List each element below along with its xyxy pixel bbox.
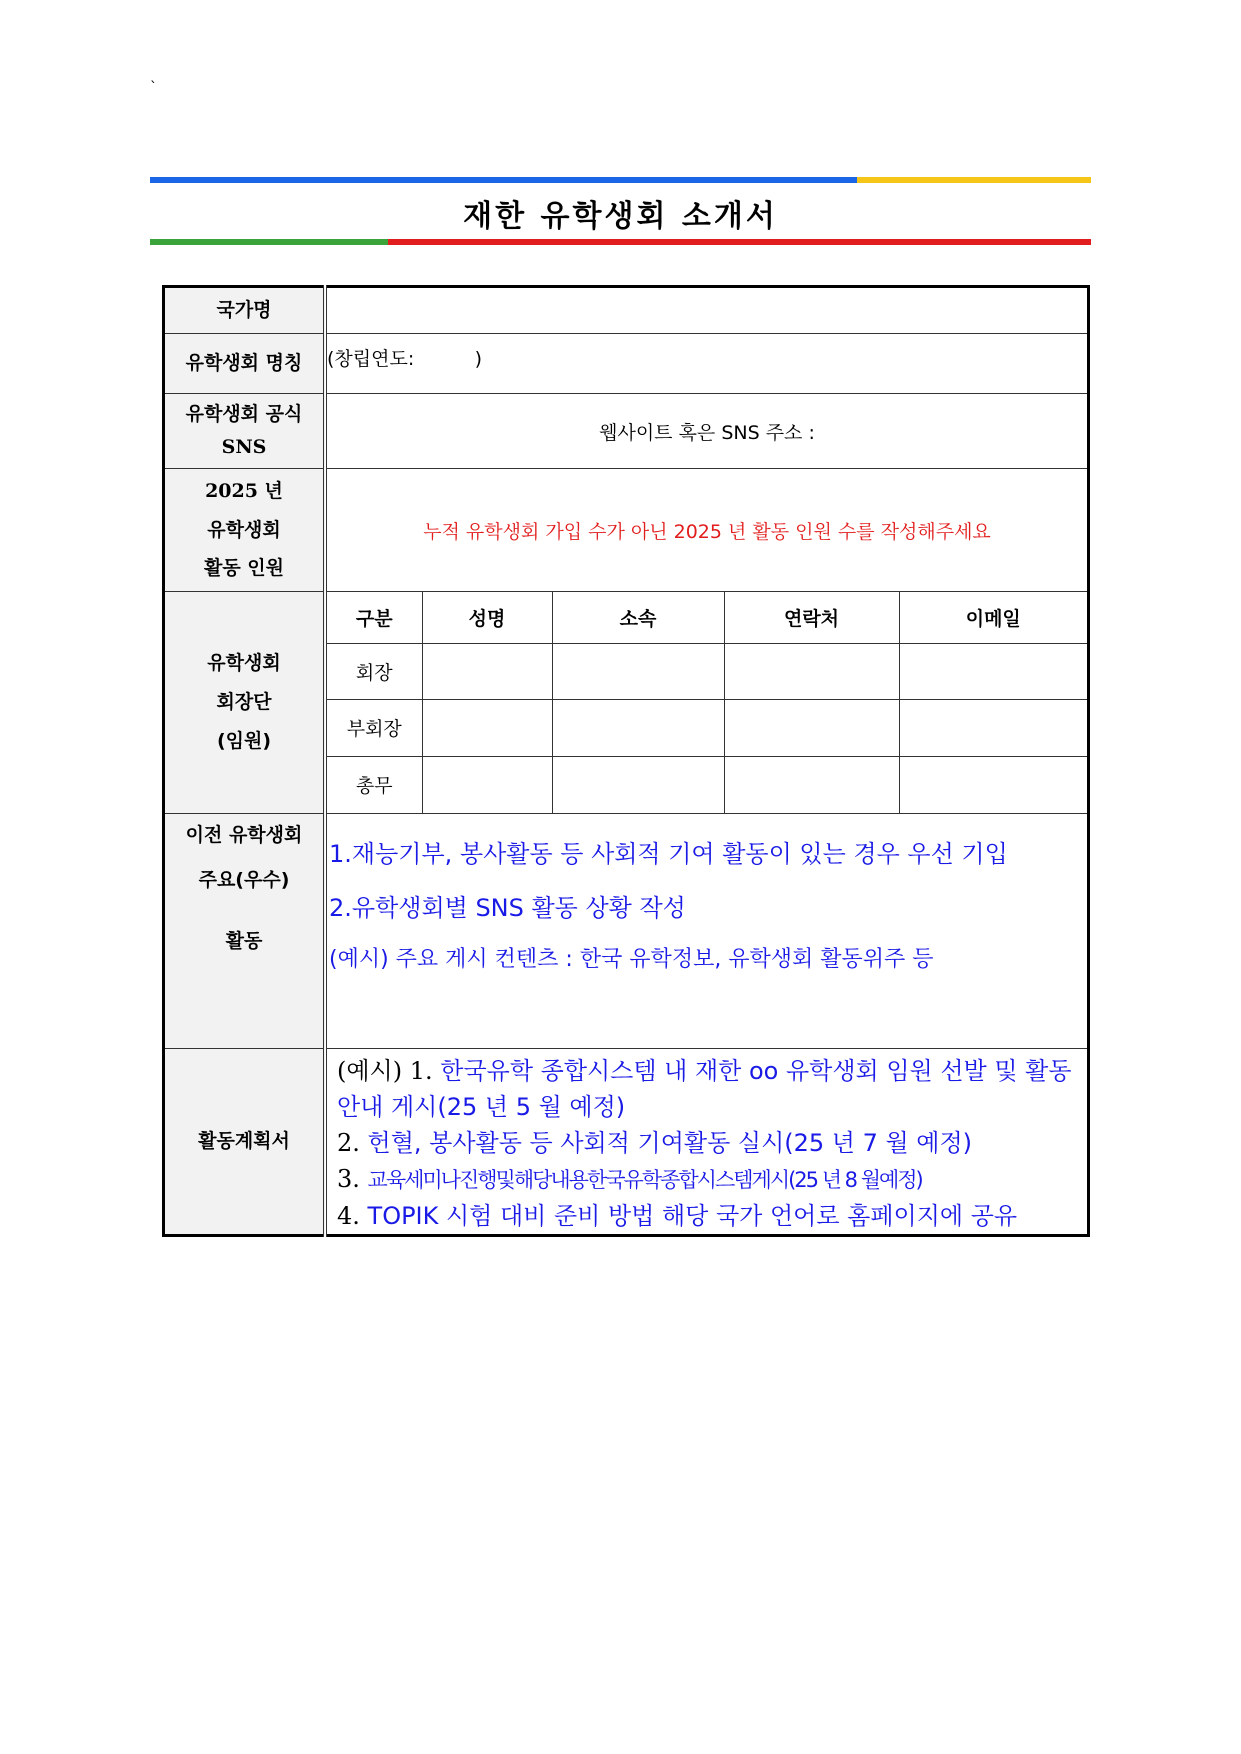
plan-line-1 [327, 1053, 1087, 1089]
founding-year-hint: (창립연도: ) [327, 348, 483, 370]
header-email: 이메일 [899, 592, 1087, 643]
members-label [164, 469, 326, 592]
president-affiliation-field[interactable] [552, 643, 724, 699]
top-mark: ` [150, 80, 157, 96]
secretary-contact-field[interactable] [724, 756, 899, 813]
plan-line-1b: 안내 게시(25 년 5 월 예정) [337, 1093, 626, 1121]
activities-line-1: 1.재능기부, 봉사활동 등 사회적 기여 활동이 있는 경우 우선 기입 [329, 840, 1008, 868]
sns-row [164, 394, 1089, 469]
header-bar-green [150, 239, 388, 245]
secretary-name-field[interactable] [422, 756, 552, 813]
header-category: 구분 [327, 592, 422, 643]
activities-row [164, 814, 1089, 1049]
members-row [164, 469, 1089, 592]
plan-label: 활동계획서 [164, 1049, 326, 1236]
country-label: 국가명 [164, 287, 326, 334]
president-contact-field[interactable] [724, 643, 899, 699]
name-row [164, 334, 1089, 394]
activities-label [164, 814, 326, 1049]
officers-table [327, 592, 1087, 813]
plan-line-4 [327, 1198, 1087, 1234]
vice-president-contact-field[interactable] [724, 699, 899, 756]
country-row [164, 287, 1089, 334]
officer-row-president [327, 643, 1087, 699]
header-name: 성명 [422, 592, 552, 643]
header-contact: 연락처 [724, 592, 899, 643]
header-bar-yellow [857, 177, 1091, 183]
plan-field[interactable] [325, 1049, 1089, 1236]
sns-label-line1: 유학생회 공식 [185, 402, 303, 425]
officers-label-line3: (임원) [216, 729, 272, 752]
plan-line-2 [327, 1125, 1087, 1161]
members-field[interactable]: 누적 유학생회 가입 수가 아닌 2025 년 활동 인원 수를 작성해주세요 [325, 469, 1089, 592]
president-name-field[interactable] [422, 643, 552, 699]
officers-label-line1: 유학생회 [207, 652, 281, 675]
role-secretary: 총무 [327, 756, 422, 813]
header-bar-red [388, 239, 1091, 245]
secretary-affiliation-field[interactable] [552, 756, 724, 813]
document-title: 재한 유학생회 소개서 [463, 199, 778, 234]
plan-line-3-num: 3. [337, 1165, 368, 1193]
plan-line-2-num: 2. [337, 1129, 368, 1157]
role-president: 회장 [327, 643, 422, 699]
officer-row-secretary [327, 756, 1087, 813]
officers-label [164, 592, 326, 814]
activities-field[interactable] [325, 814, 1089, 1049]
header-affiliation: 소속 [552, 592, 724, 643]
officers-table-cell [325, 592, 1089, 814]
vice-president-affiliation-field[interactable] [552, 699, 724, 756]
vice-president-email-field[interactable] [899, 699, 1087, 756]
sns-label-line2: SNS [221, 436, 267, 458]
plan-line-3 [327, 1161, 1087, 1198]
president-email-field[interactable] [899, 643, 1087, 699]
officer-row-vice-president [327, 699, 1087, 756]
name-label: 유학생회 명칭 [164, 334, 326, 394]
officers-row [164, 592, 1089, 814]
plan-line-1-prefix: (예시) 1. [337, 1057, 441, 1085]
plan-line-4-num: 4. [337, 1202, 368, 1230]
members-label-line1: 2025 년 [205, 479, 283, 502]
country-field[interactable] [325, 287, 1089, 334]
officers-header-row [327, 592, 1087, 643]
plan-line-3-text: 교육세미나진행및해당내용한국유학종합시스템게시(25 년 8 월예정) [367, 1168, 922, 1192]
members-label-line3: 활동 인원 [203, 557, 285, 580]
activities-label-line3: 활동 [225, 930, 263, 952]
header-bar-blue [150, 177, 857, 183]
sns-label [164, 394, 326, 469]
officers-label-line2: 회장단 [216, 691, 272, 714]
plan-line-1-text: 한국유학 종합시스템 내 재한 oo 유학생회 임원 선발 및 활동 [440, 1057, 1072, 1085]
role-vice-president: 부회장 [327, 699, 422, 756]
plan-line-4-text: TOPIK 시험 대비 준비 방법 해당 국가 언어로 홈페이지에 공유 [367, 1202, 1018, 1230]
introduction-form [162, 285, 1090, 1237]
name-field[interactable] [325, 334, 1089, 394]
activities-line-2: 2.유학생회별 SNS 활동 상황 작성 [329, 894, 686, 922]
secretary-email-field[interactable] [899, 756, 1087, 813]
plan-line-2-text: 헌혈, 봉사활동 등 사회적 기여활동 실시(25 년 7 월 예정) [367, 1129, 973, 1157]
members-label-line2: 유학생회 [207, 518, 281, 541]
activities-line-3: (예시) 주요 게시 컨텐츠 : 한국 유학정보, 유학생회 활동위주 등 [329, 947, 934, 972]
vice-president-name-field[interactable] [422, 699, 552, 756]
sns-field[interactable]: 웹사이트 혹은 SNS 주소 : [325, 394, 1089, 469]
activities-label-line2: 주요(우수) [198, 869, 290, 891]
plan-row [164, 1049, 1089, 1236]
activities-label-line1: 이전 유학생회 [185, 824, 303, 846]
